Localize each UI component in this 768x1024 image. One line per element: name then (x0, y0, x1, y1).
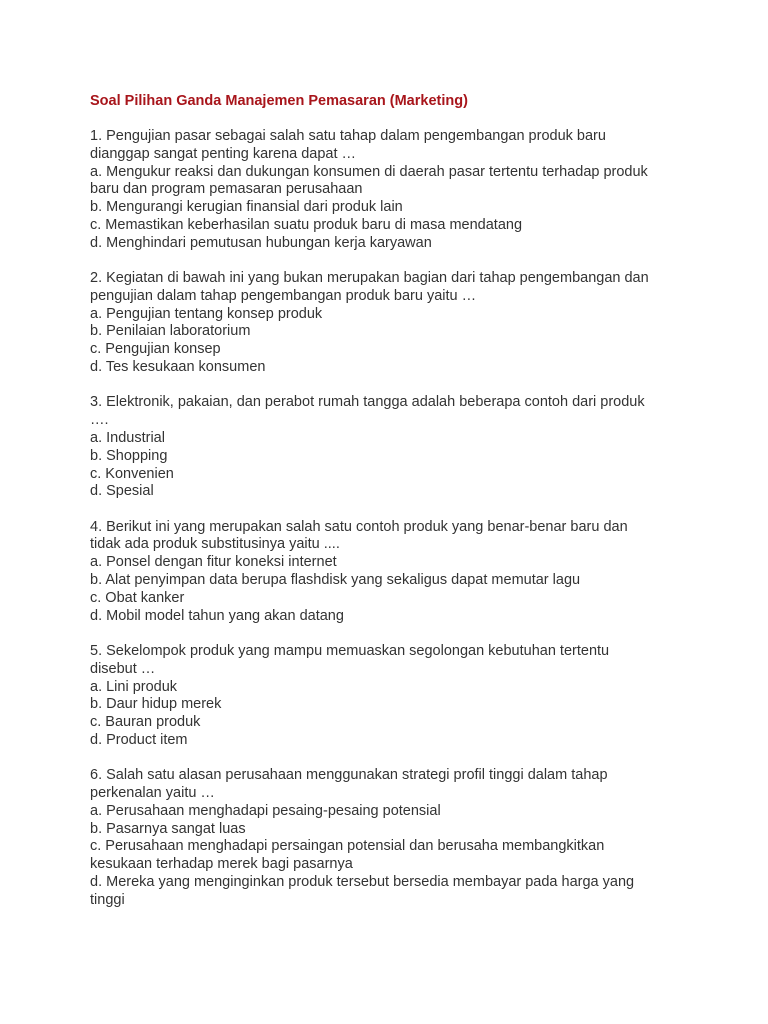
answer-option-d-cont: tinggi (90, 891, 125, 908)
answer-option-b: b. Alat penyimpan data berupa flashdisk yang sekaligus dapat memutar lagu (90, 572, 581, 589)
answer-option-a: a. Mengukur reaksi dan dukungan konsumen di daerah pasar tertentu terhadap produk (90, 163, 648, 180)
question-text-line: 6. Salah satu alasan perusahaan menggunakan strategi profil tinggi dalam tahap (90, 767, 608, 784)
question-1 (90, 128, 690, 253)
answer-option-d: d. Menghindari pemutusan hubungan kerja karyawan (90, 234, 432, 251)
answer-option-c-cont: kesukaan terhadap merek bagi pasarnya (90, 856, 353, 873)
answer-option-d: d. Spesial (90, 483, 154, 500)
question-6 (90, 767, 690, 909)
question-text-line: 5. Sekelompok produk yang mampu memuaskan segolongan kebutuhan tertentu (90, 642, 610, 659)
question-5 (90, 643, 690, 750)
question-2 (90, 270, 690, 377)
answer-option-a: a. Perusahaan menghadapi pesaing-pesaing potensial (90, 802, 441, 819)
document-title: Soal Pilihan Ganda Manajemen Pemasaran (Marketing) (90, 93, 468, 109)
question-text-line: 2. Kegiatan di bawah ini yang bukan merupakan bagian dari tahap pengembangan dan (90, 270, 649, 287)
question-text-line: disebut … (90, 660, 156, 677)
question-text-line: tidak ada produk substitusinya yaitu .... (90, 536, 340, 553)
answer-option-c: c. Bauran produk (90, 714, 201, 731)
question-text-line: 1. Pengujian pasar sebagai salah satu tahap dalam pengembangan produk baru (90, 128, 606, 144)
answer-option-a: a. Lini produk (90, 678, 178, 695)
question-text-line: perkenalan yaitu … (90, 785, 215, 801)
question-text-line: …. (90, 412, 109, 429)
answer-option-d: d. Mereka yang menginginkan produk tersebut bersedia membayar pada harga yang (90, 873, 635, 890)
answer-option-d: d. Tes kesukaan konsumen (90, 359, 266, 376)
answer-option-c: c. Perusahaan menghadapi persaingan potensial dan berusaha membangkitkan (90, 838, 605, 855)
question-4 (90, 519, 690, 626)
answer-option-b: b. Penilaian laboratorium (90, 323, 251, 340)
answer-option-b: b. Mengurangi kerugian finansial dari produk lain (90, 199, 403, 216)
answer-option-a: a. Industrial (90, 429, 165, 446)
question-text-line: 4. Berikut ini yang merupakan salah satu contoh produk yang benar-benar baru dan (90, 518, 628, 535)
answer-option-a: a. Pengujian tentang konsep produk (90, 305, 323, 322)
answer-option-a-cont: baru dan program pemasaran perusahaan (90, 181, 363, 198)
answer-option-b: b. Shopping (90, 447, 168, 464)
question-text-line: pengujian dalam tahap pengembangan produk baru yaitu … (90, 287, 477, 304)
answer-option-b: b. Daur hidup merek (90, 696, 222, 713)
answer-option-d: d. Mobil model tahun yang akan datang (90, 607, 344, 624)
answer-option-c: c. Konvenien (90, 465, 174, 482)
answer-option-d: d. Product item (90, 731, 188, 748)
question-text-line: dianggap sangat penting karena dapat … (90, 145, 357, 162)
answer-option-c: c. Obat kanker (90, 589, 185, 606)
question-text-line: 3. Elektronik, pakaian, dan perabot rumah tangga adalah beberapa contoh dari produk (90, 394, 645, 411)
answer-option-b: b. Pasarnya sangat luas (90, 820, 246, 837)
answer-option-c: c. Pengujian konsep (90, 341, 221, 358)
answer-option-c: c. Memastikan keberhasilan suatu produk baru di masa mendatang (90, 216, 523, 233)
question-3 (90, 394, 690, 501)
answer-option-a: a. Ponsel dengan fitur koneksi internet (90, 554, 337, 571)
document-page (90, 92, 690, 927)
